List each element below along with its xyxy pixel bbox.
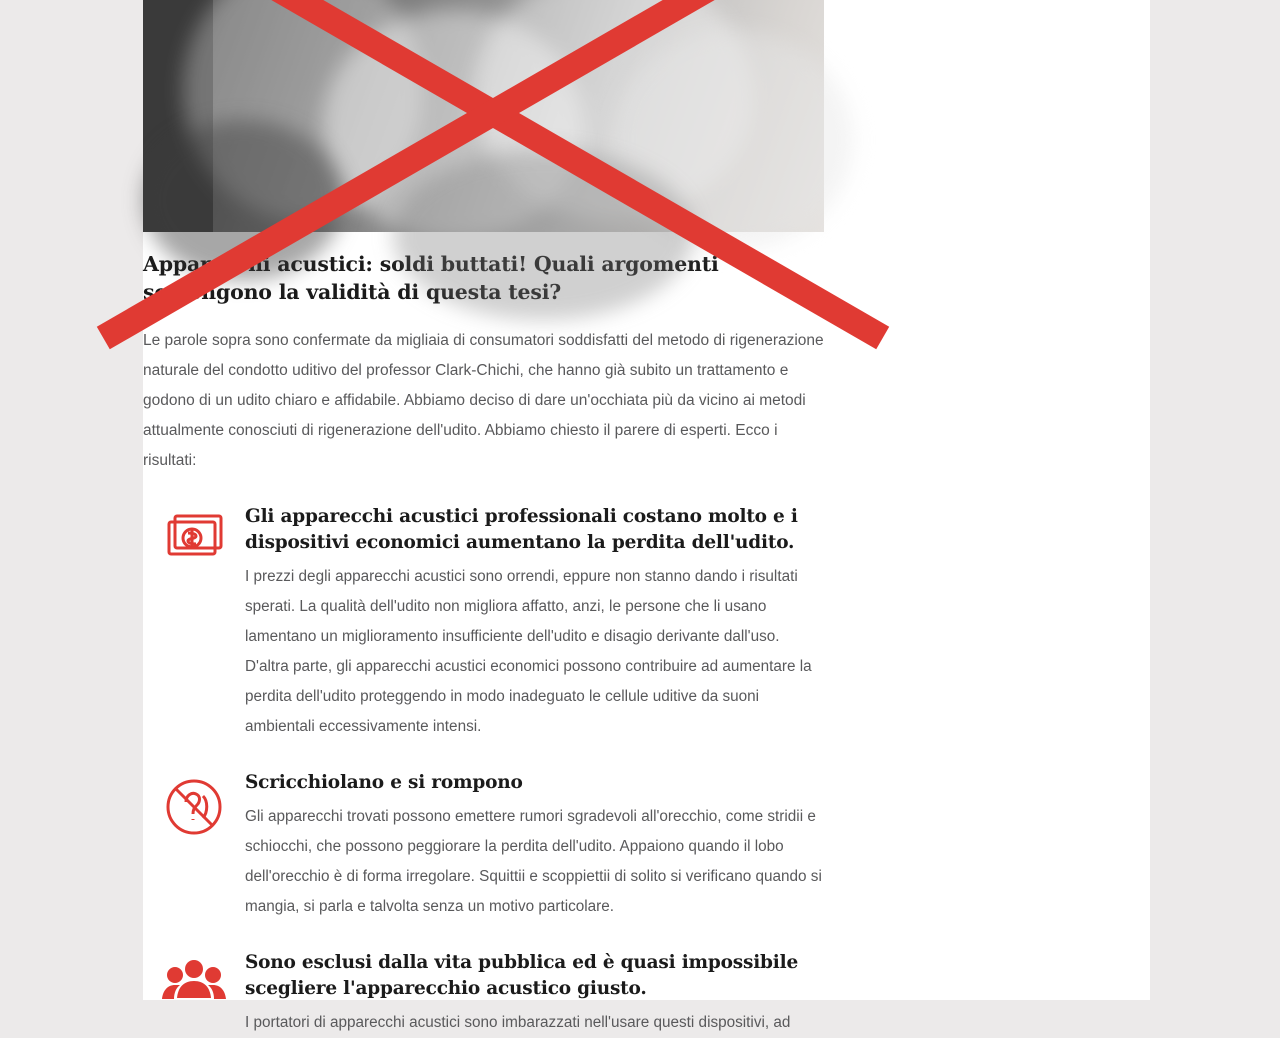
argument-list xyxy=(143,504,824,1038)
group-of-people-icon xyxy=(143,950,245,1006)
list-item xyxy=(143,504,824,742)
list-item xyxy=(143,770,824,922)
list-item-heading: Sono esclusi dalla vita pubblica ed è quasi impossibile scegliere l'apparecchio acustico giusto. xyxy=(245,952,799,999)
hero-image xyxy=(143,0,824,232)
money-banknote-icon xyxy=(143,504,245,570)
list-item-body xyxy=(245,950,824,1038)
article-container xyxy=(143,0,1150,1031)
list-item-body xyxy=(245,504,824,742)
article-lead: Le parole sopra sono confermate da migliaia di consumatori soddisfatti del metodo di rigenerazione naturale del condotto uditivo del professor Clark-Chichi, che hanno già subito un trattamento e godono di un udito chiaro e affidabile. Abbiamo deciso di dare un'occhiata più da vicino ai metodi attualmente conosciuti di rigenerazione dell'udito. Abbiamo chiesto il parere di esperti. Ecco i risultati: xyxy=(143,332,824,469)
list-item-text: I prezzi degli apparecchi acustici sono orrendi, eppure non stanno dando i risultati sperati. La qualità dell'udito non migliora affatto, anzi, le persone che li usano lamentano un miglioramento insufficiente dell'udito e disagio derivante dall'uso. D'altra parte, gli apparecchi acustici economici possono contribuire ad aumentare la perdita dell'udito proteggendo in modo inadeguato le cellule uditive da suoni ambientali eccessivamente intensi. xyxy=(245,568,812,735)
list-item-heading: Scricchiolano e si rompono xyxy=(245,772,523,793)
list-item-body xyxy=(245,770,824,922)
no-hearing-crossed-ear-icon xyxy=(143,770,245,838)
page-title: Apparecchi acustici: soldi buttati! Quali argomenti sostengono la validità di questa tesi? xyxy=(143,252,719,304)
list-item xyxy=(143,950,824,1038)
list-item-text: Gli apparecchi trovati possono emettere rumori sgradevoli all'orecchio, come stridii e schiocchi, che possono peggiorare la perdita dell'udito. Appaiono quando il lobo dell'orecchio è di forma irregolare. Squittii e scoppiettii di solito si verificano quando si mangia, si parla e talvolta senza un motivo particolare. xyxy=(245,808,822,915)
article-inner xyxy=(143,0,824,1038)
list-item-text: I portatori di apparecchi acustici sono imbarazzati nell'usare questi dispositivi, ad xyxy=(245,1014,791,1031)
list-item-heading: Gli apparecchi acustici professionali costano molto e i dispositivi economici aumentano la perdita dell'udito. xyxy=(245,506,798,553)
hero-shape xyxy=(393,150,693,320)
